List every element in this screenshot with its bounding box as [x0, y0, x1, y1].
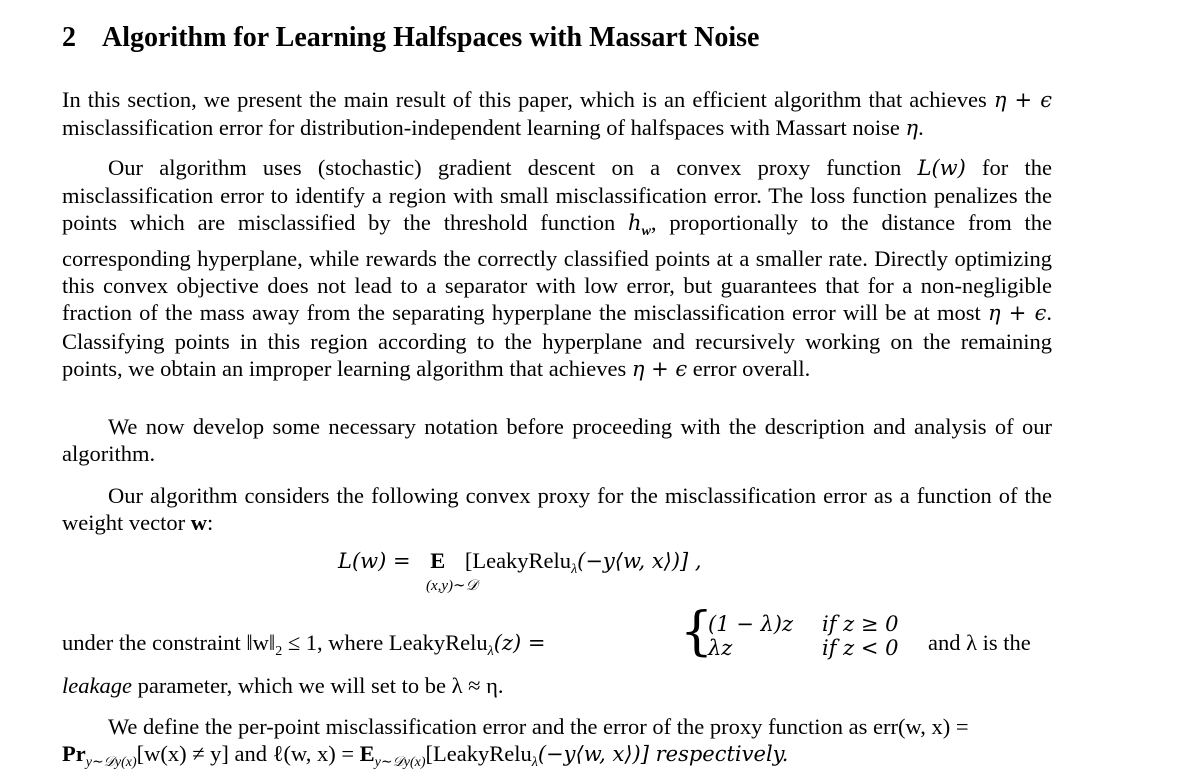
text: under the constraint ‖w‖ — [62, 630, 276, 655]
eq-expectation: E — [430, 548, 446, 573]
text: We define the per-point misclassification error and the error of the proxy function as err(w, x) = — [108, 714, 969, 739]
text: In this section, we present the main result of this paper, which is an efficient algorithm that achieves — [62, 87, 994, 112]
text: . Classifying points in this region according to the hyperplane and recursively working on the remaining points, we obtain an improper learning algorithm that achieves — [62, 300, 1052, 381]
case1-value: (1 − λ)z — [708, 612, 794, 636]
expectation-operator: E — [359, 741, 375, 766]
math-eta: η — [905, 116, 919, 141]
eq-expectation-sub: (x,y)∼𝒟 — [426, 578, 478, 594]
expectation-sub: y∼𝒟y(x) — [374, 755, 426, 770]
math-eta-eps: η + ϵ — [631, 356, 688, 381]
math-eta-eps: η + ϵ — [993, 88, 1052, 112]
eq-rhs-arg: (−y⟨w, x⟩)] , — [577, 549, 702, 573]
text: [w(x) ≠ y] and ℓ(w, x) = — [136, 741, 360, 766]
eq-lhs: L(w) = — [338, 549, 411, 573]
lambda-sub: λ — [487, 644, 494, 659]
prob-operator: Pr — [62, 741, 86, 766]
norm-sub: 2 — [275, 644, 283, 659]
text: Our algorithm uses (stochastic) gradient descent on a convex proxy function — [108, 155, 918, 180]
leakage-term: leakage — [62, 673, 132, 698]
math-h: h — [628, 211, 642, 236]
definition-line-1 — [108, 714, 969, 740]
text: error overall. — [687, 355, 811, 381]
case2-condition: if z < 0 — [822, 636, 899, 660]
text: (−y⟨w, x⟩)] respectively. — [537, 742, 789, 766]
constraint-tail: and λ is the — [928, 630, 1031, 655]
text: ≤ 1, where LeakyRelu — [282, 630, 488, 655]
math-h-sub: w — [641, 224, 651, 240]
paragraph-notation — [62, 413, 1052, 467]
paragraph-intro — [62, 86, 1052, 142]
lambda-sub: λ — [531, 755, 538, 770]
paragraph-proxy — [62, 482, 1052, 536]
constraint-line — [62, 630, 545, 660]
text: , proportionally to the distance from the corresponding hyperplane, while rewards the correctly classified points at a smaller rate. Directly optimizing this convex objective does not lead to a separator with low error, but guarantees that for a non-negligible fraction of the mass away from the separating hyperplane the misclassification error will be at most — [62, 210, 1052, 326]
text: for the misclassification error to identify a region with small misclassification error. The loss function penalizes the points which are misclassified by the threshold function — [62, 155, 1052, 236]
eq-rhs-sub: λ — [571, 562, 578, 577]
eq-rhs: [LeakyRelu — [464, 548, 572, 573]
definition-line-2 — [62, 741, 788, 771]
leakage-line — [62, 673, 503, 699]
equation-proxy-loss — [338, 548, 702, 594]
section-number: 2 — [62, 22, 76, 53]
text: (z) = — [493, 631, 546, 655]
paragraph-algorithm-overview — [62, 154, 1052, 383]
text: parameter, which we will set to be λ ≈ η. — [131, 673, 504, 698]
math-L-w: L(w) — [917, 156, 966, 180]
math-eta-eps: η + ϵ — [987, 301, 1047, 326]
text: We now develop some necessary notation before proceeding with the description and analysis of our algorithm. — [62, 414, 1052, 467]
text: . — [918, 115, 924, 141]
text: Our algorithm considers the following convex proxy for the misclassification error as a function of the weight vector — [62, 483, 1052, 536]
case1-condition: if z ≥ 0 — [822, 612, 899, 636]
math-w: w — [190, 510, 207, 536]
prob-sub: y∼𝒟y(x) — [85, 755, 137, 770]
text: [LeakyRelu — [425, 741, 532, 766]
section-heading — [62, 22, 759, 54]
case2-value: λz — [708, 636, 733, 660]
section-title: Algorithm for Learning Halfspaces with Massart Noise — [102, 22, 760, 53]
left-brace: { — [680, 602, 714, 662]
text: : — [206, 510, 214, 536]
text: misclassification error for distribution-independent learning of halfspaces with Massart noise — [62, 115, 906, 141]
